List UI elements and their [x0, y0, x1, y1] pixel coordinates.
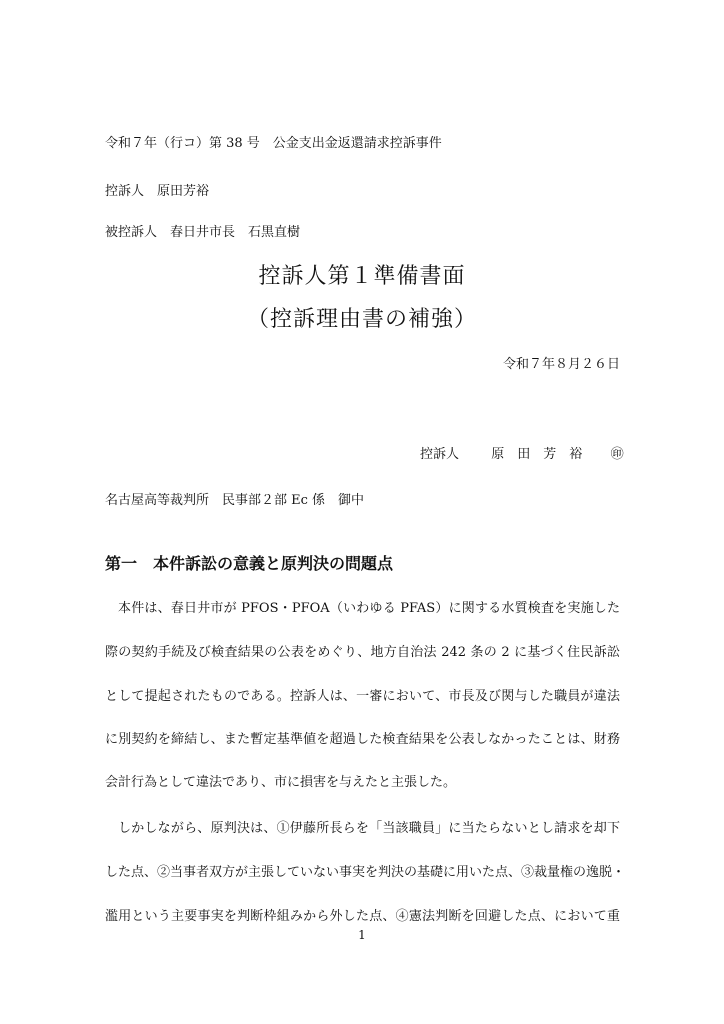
document-date: 令和７年８月２６日: [502, 357, 620, 372]
signature-name: 原 田 芳 裕: [491, 447, 583, 462]
paragraph-line: 際の契約手続及び検査結果の公表をめぐり、地方自治法 242 条の 2 に基づく住民訴訟: [105, 645, 620, 660]
paragraph-line: に別契約を締結し、また暫定基準値を超過した検査結果を公表しなかったことは、財務: [105, 732, 620, 747]
paragraph-line: 本件は、春日井市が PFOS・PFOA（いわゆる PFAS）に関する水質検査を実施した: [118, 601, 620, 616]
appellee-line: 被控訴人 春日井市長 石黒直樹: [105, 225, 301, 240]
document-title: 控訴人第１準備書面: [258, 264, 466, 289]
paragraph-line: した点、②当事者双方が主張していない事実を判決の基礎に用いた点、③裁量権の逸脱・: [105, 865, 626, 880]
appellant-line: 控訴人 原田芳裕: [105, 184, 210, 199]
case-number: 令和７年（行コ）第 38 号 公金支出金返還請求控訴事件: [105, 136, 442, 151]
paragraph-line: として提起されたものである。控訴人は、一審において、市長及び関与した職員が違法: [105, 689, 620, 704]
section-heading: 第一 本件訴訟の意義と原判決の問題点: [105, 554, 394, 573]
signature-block: [420, 443, 624, 462]
paragraph-line: 会計行為として違法であり、市に損害を与えたと主張した。: [105, 775, 457, 790]
document-subtitle: （控訴理由書の補強）: [246, 307, 477, 332]
signature-label: 控訴人: [420, 447, 460, 462]
paragraph-line: 濫用という主要事実を判断枠組みから外した点、④憲法判断を回避した点、において重: [105, 909, 620, 924]
court-addressee: 名古屋高等裁判所 民事部２部 Ec 係 御中: [105, 493, 365, 508]
page-number: 1: [358, 928, 366, 942]
paragraph-line: しかしながら、原判決は、①伊藤所長らを「当該職員」に当たらないとし請求を却下: [118, 821, 620, 836]
seal-mark: ㊞: [610, 447, 624, 462]
